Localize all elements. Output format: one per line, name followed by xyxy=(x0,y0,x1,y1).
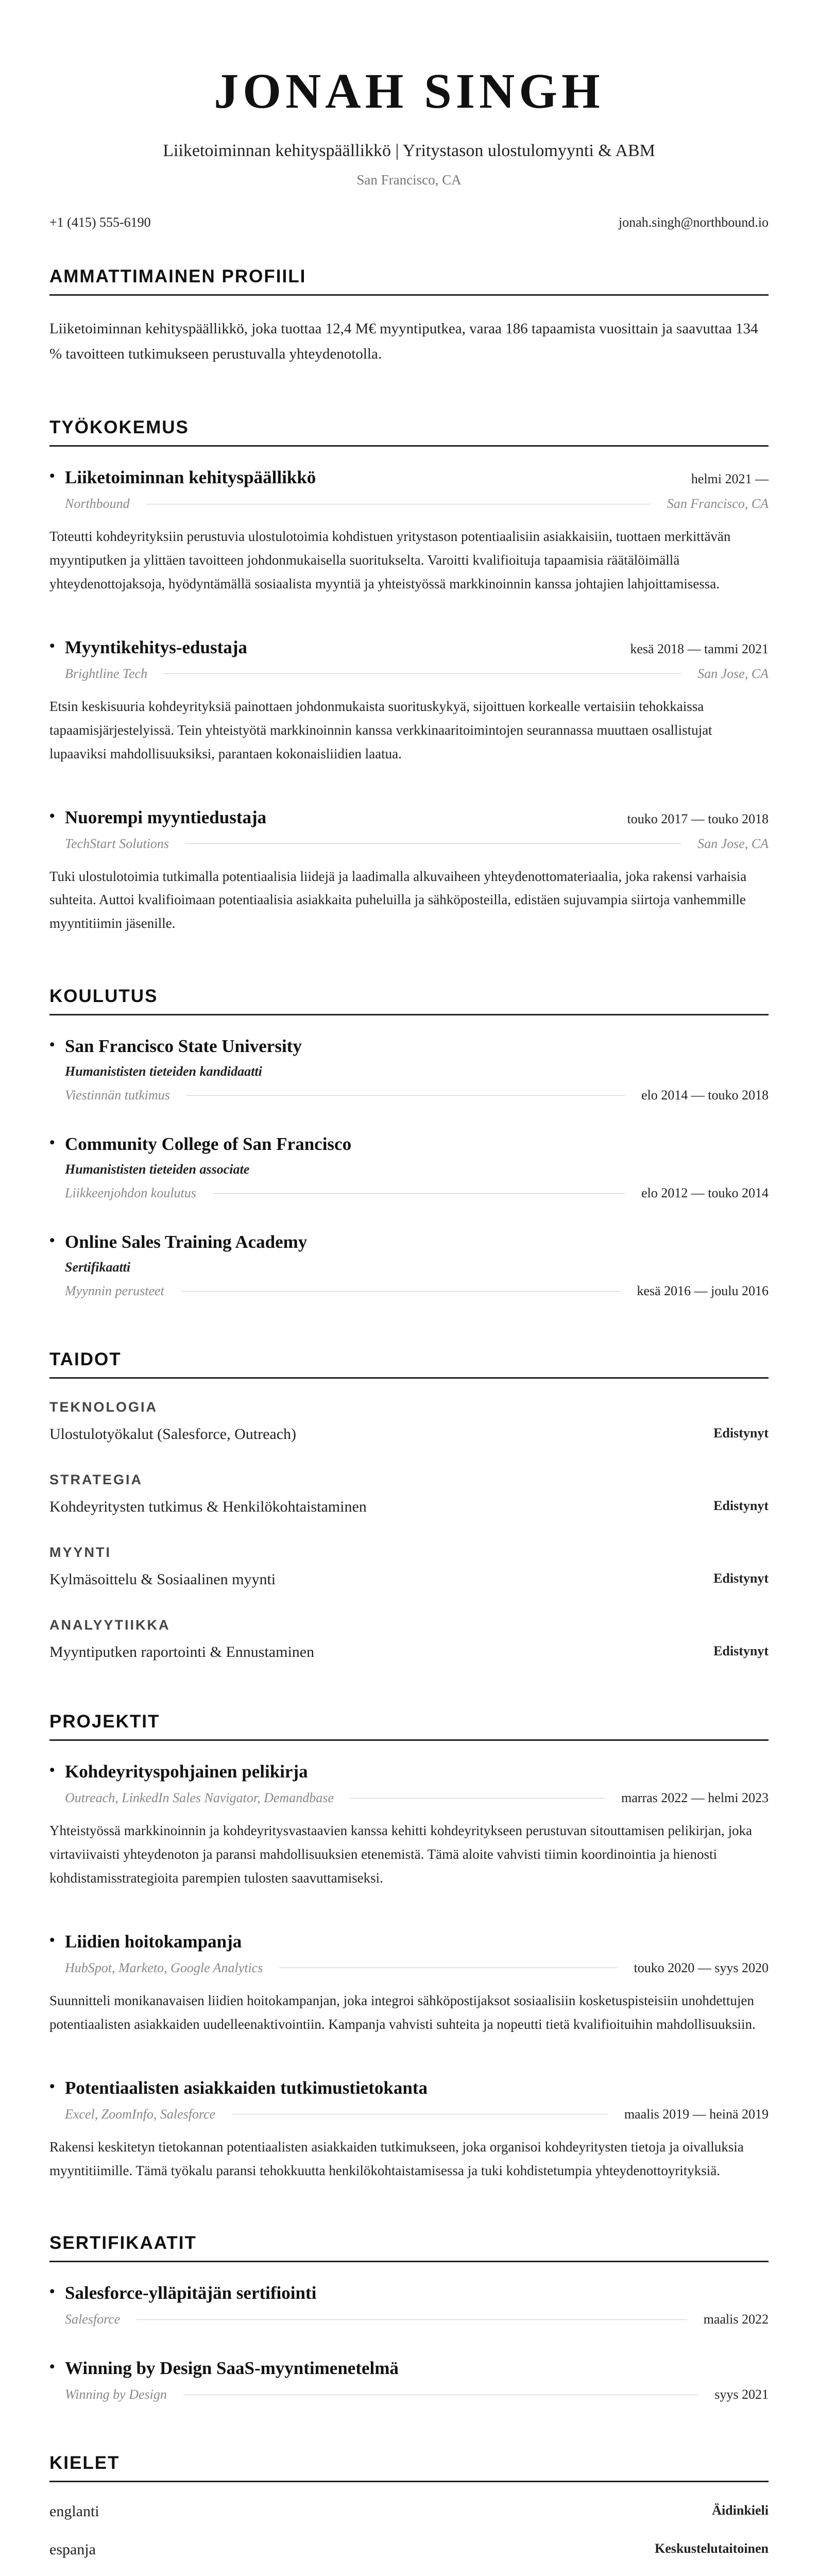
candidate-location: San Francisco, CA xyxy=(356,172,462,188)
certification-entry xyxy=(49,2283,769,2327)
certifications-section xyxy=(49,2233,769,2402)
experience-entry xyxy=(49,637,769,766)
divider-line xyxy=(164,673,681,674)
education-date: elo 2014 — touko 2018 xyxy=(641,1088,769,1103)
skill-name: Myyntiputken raportointi & Ennustaminen xyxy=(49,1643,315,1661)
job-description: Etsin keskisuuria kohdeyrityksiä painottaen johdonmukaista suorituskykyä, sijoittuen korkealle vertaisiin tehokkaissa tapaamisjärjestelyissä. Tein yhteistyötä markkinoinnin kanssa verkkinaaritoimintojen seurannassa muuttaen osallistujat lupaaviksi mahdollisuuksiksi, parantaen kokonaisliidien laatua. xyxy=(49,698,712,761)
skill-category: TEKNOLOGIA xyxy=(49,1399,158,1415)
skills-section xyxy=(49,1349,769,1661)
skill-category: MYYNTI xyxy=(49,1545,112,1561)
language-name: espanja xyxy=(49,2541,96,2558)
certification-issuer: Winning by Design xyxy=(65,2387,167,2402)
job-date: helmi 2021 — xyxy=(691,471,769,487)
certification-date: maalis 2022 xyxy=(703,2312,769,2327)
skill-level: Edistynyt xyxy=(713,1426,769,1441)
language-level: Äidinkieli xyxy=(712,2503,769,2518)
candidate-headline: Liiketoiminnan kehityspäällikkö | Yritystason ulostulomyynti & ABM xyxy=(163,141,655,160)
phone-number: +1 (415) 555-6190 xyxy=(49,214,151,230)
language-name: englanti xyxy=(49,2503,99,2520)
project-name: • Kohdeyrityspohjainen pelikirja xyxy=(49,1761,308,1782)
section-title: SERTIFIKAATIT xyxy=(49,2233,769,2262)
language-level: Keskustelutaitoinen xyxy=(654,2541,769,2556)
project-entry xyxy=(49,1931,769,2037)
job-date: kesä 2018 — tammi 2021 xyxy=(630,641,769,656)
project-tools: HubSpot, Marketo, Google Analytics xyxy=(65,1960,263,1975)
skill-category: ANALYYTIIKKA xyxy=(49,1617,171,1633)
profile-text: Liiketoiminnan kehityspäällikkö, joka tuottaa 12,4 M€ myyntiputkea, varaa 186 tapaamista vuosittain ja saavuttaa 134 % tavoitteen tutkimukseen perustuvalla yhteydenotolla. xyxy=(49,320,758,362)
divider-line xyxy=(213,1193,625,1194)
skill-name: Ulostulotyökalut (Salesforce, Outreach) xyxy=(49,1426,297,1443)
certification-entry xyxy=(49,2358,769,2402)
project-date: touko 2020 — syys 2020 xyxy=(634,1960,769,1975)
field-of-study: Viestinnän tutkimus xyxy=(65,1088,170,1103)
school-name: • San Francisco State University xyxy=(49,1036,302,1057)
job-title: • Liiketoiminnan kehityspäällikkö xyxy=(49,467,316,488)
job-description: Toteutti kohdeyrityksiin perustuvia ulostulotoimia kohdistuen yritystason potentiaalisiin asiakkaisiin, tuottaen merkittävän myyntiputken ja ylittäen tavoitteen johdonmukaisella suoritukselta. Varoitti kvalifioituja tapaamisia räätälöimällä yhteydenottojaksoja, hyödyntämällä sosiaalista myyntiä ja yhteistyössä markkinoinnin kanssa johtajien lahjoittamisessa. xyxy=(49,529,731,591)
skill-name: Kylmäsoittelu & Sosiaalinen myynti xyxy=(49,1571,276,1588)
job-date: touko 2017 — touko 2018 xyxy=(627,811,769,826)
section-title: KIELET xyxy=(49,2453,769,2482)
divider-line xyxy=(181,1291,621,1292)
divider-line xyxy=(137,2319,687,2320)
education-entry xyxy=(49,1036,769,1103)
project-description: Yhteistyössä markkinoinnin ja kohdeyritysvastaavien kanssa kehitti kohdeyritykseen perustuvan sitouttamisen pelikirjan, joka virtaviivaisti yhteydenoton ja paransi mahdollisuuksien etenemistä. Tämä aloite vahvisti tiimin koordinointia ja hienosti kohdistamisstrategioita parempien tulosten saavuttamiseksi. xyxy=(49,1823,752,1886)
section-title: TYÖKOKEMUS xyxy=(49,417,769,447)
education-date: kesä 2016 — joulu 2016 xyxy=(637,1283,769,1299)
degree-name: Humanististen tieteiden associate xyxy=(65,1162,250,1177)
degree-name: Humanististen tieteiden kandidaatti xyxy=(65,1064,262,1079)
education-entry xyxy=(49,1232,769,1299)
certification-issuer: Salesforce xyxy=(65,2312,121,2327)
project-description: Suunnitteli monikanavaisen liidien hoitokampanjan, joka integroi sähköpostijaksot sosiaalisiin kosketuspisteisiin unohdettujen potentiaalisten asiakkaiden uudelleenaktivointiin. Kampanja vahvisti suhteita ja nopeutti tietä kvalifioituihin mahdollisuuksiin. xyxy=(49,1992,756,2032)
education-section xyxy=(49,986,769,1299)
project-entry xyxy=(49,2078,769,2183)
project-date: maalis 2019 — heinä 2019 xyxy=(624,2106,769,2122)
job-title: • Nuorempi myyntiedustaja xyxy=(49,807,266,828)
skill-name: Kohdeyritysten tutkimus & Henkilökohtaistaminen xyxy=(49,1498,367,1516)
certification-name: • Salesforce-ylläpitäjän sertifiointi xyxy=(49,2283,316,2303)
skill-category: STRATEGIA xyxy=(49,1472,143,1488)
divider-line xyxy=(186,1095,625,1096)
company-name: Northbound xyxy=(65,496,130,512)
skill-group xyxy=(49,1545,769,1588)
field-of-study: Liikkeenjohdon koulutus xyxy=(65,1185,196,1201)
job-location: San Francisco, CA xyxy=(667,496,769,512)
language-row xyxy=(49,2503,769,2520)
divider-line xyxy=(350,1798,605,1799)
school-name: • Community College of San Francisco xyxy=(49,1134,351,1155)
experience-section xyxy=(49,417,769,936)
job-location: San Jose, CA xyxy=(697,666,769,681)
job-description: Tuki ulostulotoimia tutkimalla potentiaalisia liidejä ja laadimalla alkuvaiheen yhteydenottomateriaalia, joka rakensi varhaisia suhteita. Auttoi kvalifioimaan potentiaalisia asiakkaita puheluilla ja sähköposteilla, edistäen sujuvampia siirtoja vanhemmille myyntitiimin jäsenille. xyxy=(49,868,747,931)
section-title: PROJEKTIT xyxy=(49,1711,769,1741)
job-title: • Myyntikehitys-edustaja xyxy=(49,637,247,658)
certification-date: syys 2021 xyxy=(714,2387,769,2402)
experience-entry xyxy=(49,807,769,936)
project-tools: Excel, ZoomInfo, Salesforce xyxy=(65,2106,216,2122)
language-row xyxy=(49,2541,769,2558)
section-title: TAIDOT xyxy=(49,1349,769,1379)
experience-entry xyxy=(49,467,769,596)
resume-header xyxy=(49,64,769,230)
section-title: AMMATTIMAINEN PROFIILI xyxy=(49,266,769,296)
school-name: • Online Sales Training Academy xyxy=(49,1232,307,1252)
job-location: San Jose, CA xyxy=(697,836,769,851)
projects-section xyxy=(49,1711,769,2182)
project-date: marras 2022 — helmi 2023 xyxy=(621,1790,769,1806)
project-name: • Potentiaalisten asiakkaiden tutkimustietokanta xyxy=(49,2078,428,2098)
company-name: TechStart Solutions xyxy=(65,836,169,851)
divider-line xyxy=(185,843,681,844)
project-description: Rakensi keskitetyn tietokannan potentiaalisten asiakkaiden tutkimukseen, joka organisoi kohdeyritysten tietoja ja oivalluksia myyntitiimille. Tämä työkalu paransi tehokkuutta henkilökohtaistamisessa ja tuki kohdistetumpia yhteydenottoyrityksiä. xyxy=(49,2139,744,2178)
skill-group xyxy=(49,1617,769,1661)
degree-name: Sertifikaatti xyxy=(65,1260,131,1275)
email-address[interactable]: jonah.singh@northbound.io xyxy=(618,214,769,230)
project-name: • Liidien hoitokampanja xyxy=(49,1931,242,1952)
field-of-study: Myynnin perusteet xyxy=(65,1283,164,1299)
certification-name: • Winning by Design SaaS-myyntimenetelmä xyxy=(49,2358,399,2379)
project-tools: Outreach, LinkedIn Sales Navigator, Demandbase xyxy=(65,1790,334,1806)
profile-section xyxy=(49,266,769,367)
section-title: KOULUTUS xyxy=(49,986,769,1015)
education-entry xyxy=(49,1134,769,1201)
languages-section xyxy=(49,2453,769,2576)
contact-row xyxy=(49,215,769,230)
skill-group xyxy=(49,1399,769,1443)
company-name: Brightline Tech xyxy=(65,666,148,681)
education-date: elo 2012 — touko 2014 xyxy=(641,1185,769,1201)
skill-level: Edistynyt xyxy=(713,1643,769,1659)
project-entry xyxy=(49,1761,769,1890)
candidate-name: JONAH SINGH xyxy=(214,63,604,118)
skill-group xyxy=(49,1472,769,1516)
skill-level: Edistynyt xyxy=(713,1571,769,1586)
skill-level: Edistynyt xyxy=(713,1498,769,1514)
